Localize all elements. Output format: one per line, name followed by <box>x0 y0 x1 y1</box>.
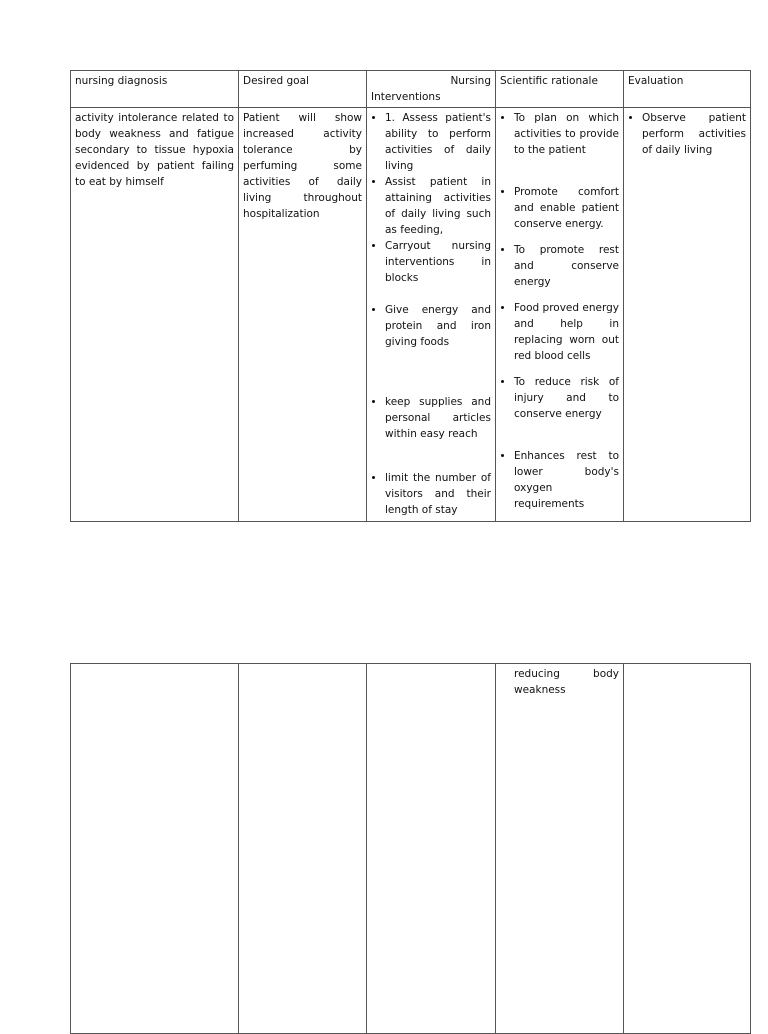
header-desired-goal: Desired goal <box>239 71 367 108</box>
interventions-cell <box>367 664 496 1034</box>
intervention-item: • keep supplies and personal articles within easy reach <box>385 394 491 442</box>
table-row <box>71 108 751 522</box>
header-interventions-line2: Interventions <box>371 91 441 103</box>
evaluation-item: • Observe patient perform activities of daily living <box>642 110 746 158</box>
intervention-item: • Give energy and protein and iron giving foods <box>385 302 491 350</box>
intervention-item: • limit the number of visitors and their length of stay <box>385 470 491 518</box>
nursing-care-plan-table <box>70 70 751 522</box>
rationale-cell <box>496 664 624 1034</box>
interventions-cell <box>367 108 496 522</box>
rationale-item: • Food proved energy and help in replacing worn out red blood cells <box>514 300 619 364</box>
header-nursing-diagnosis: nursing diagnosis <box>71 71 239 108</box>
diagnosis-cell <box>71 664 239 1034</box>
rationale-item: • Enhances rest to lower body's oxygen requirements <box>514 448 619 512</box>
table-row <box>71 664 751 1034</box>
header-evaluation: Evaluation <box>624 71 751 108</box>
rationale-item: • To promote rest and conserve energy <box>514 242 619 290</box>
rationale-item: • To reduce risk of injury and to conserve energy <box>514 374 619 422</box>
intervention-item: • Assist patient in attaining activities of daily living such as feeding, <box>385 174 491 238</box>
rationale-continued: reducing body weakness <box>514 668 619 696</box>
evaluation-cell <box>624 664 751 1034</box>
goal-cell: Patient will show increased activity tolerance by perfuming some activities of daily living throughout hospitalization <box>239 108 367 522</box>
evaluation-cell <box>624 108 751 522</box>
diagnosis-cell: activity intolerance related to body weakness and fatigue secondary to tissue hypoxia evidenced by patient failing to eat by himself <box>71 108 239 522</box>
nursing-care-plan-table-continued <box>70 663 751 1034</box>
header-nursing-interventions <box>367 71 496 108</box>
intervention-item: • 1. Assess patient's ability to perform activities of daily living <box>385 110 491 174</box>
rationale-item: • To plan on which activities to provide to the patient <box>514 110 619 158</box>
header-row <box>71 71 751 108</box>
header-scientific-rationale: Scientific rationale <box>496 71 624 108</box>
header-interventions-line1: Nursing <box>450 75 491 87</box>
rationale-item: • Promote comfort and enable patient conserve energy. <box>514 184 619 232</box>
rationale-cell <box>496 108 624 522</box>
goal-cell <box>239 664 367 1034</box>
intervention-item: • Carryout nursing interventions in blocks <box>385 238 491 286</box>
